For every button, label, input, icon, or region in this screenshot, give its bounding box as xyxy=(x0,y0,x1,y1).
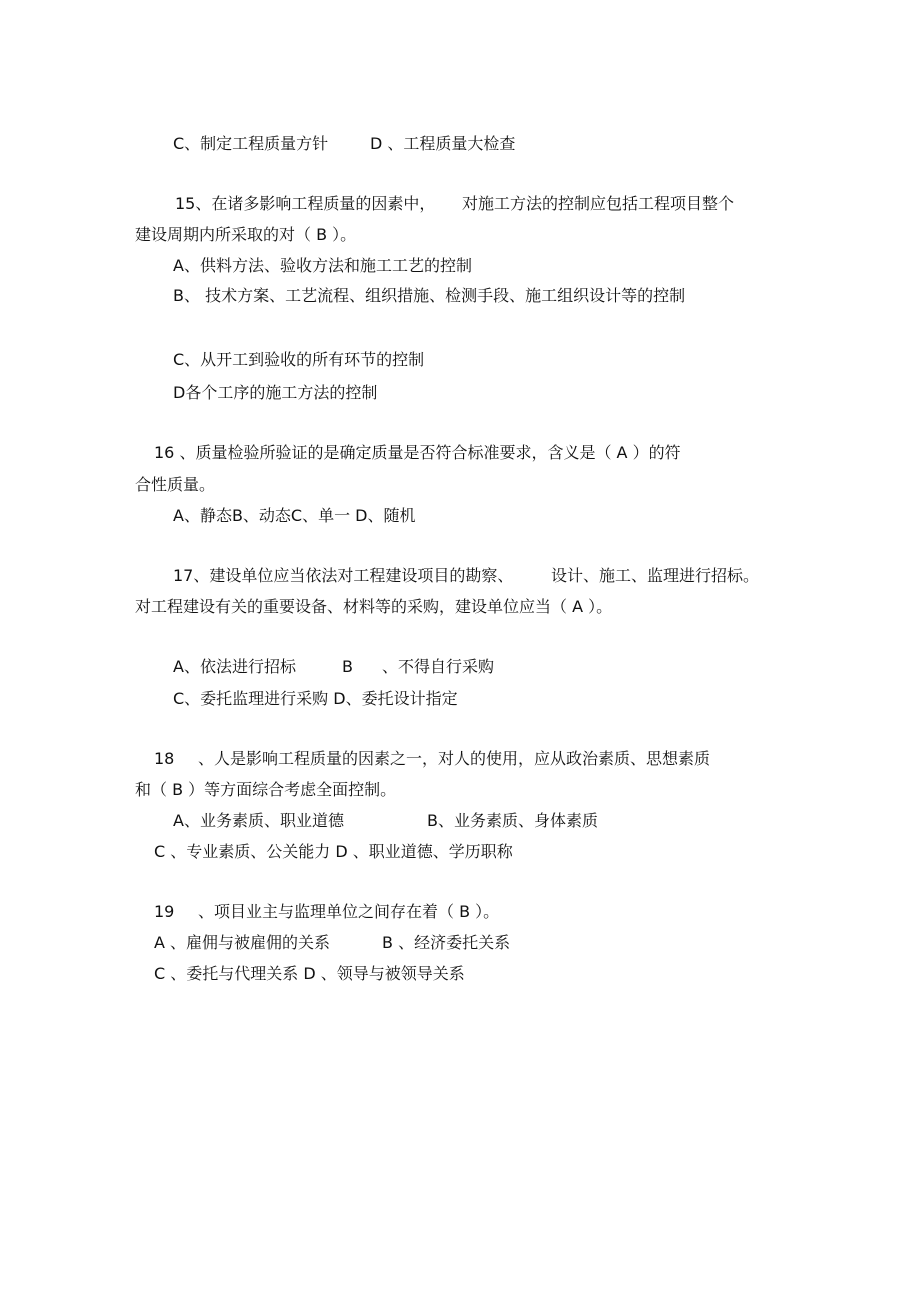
q16-stem-line2: 合性质量。 xyxy=(135,475,216,494)
q19-options-cd: C 、委托与代理关系 D 、领导与被领导关系 xyxy=(154,964,465,983)
q17-stem-part1: 17、建设单位应当依法对工程建设项目的勘察、 xyxy=(173,566,514,585)
q17-options-cd: C、委托监理进行采购 D、委托设计指定 xyxy=(173,689,458,708)
q17-option-b-letter: B xyxy=(342,657,353,676)
q15-option-b: B、 技术方案、工艺流程、组织措施、检测手段、施工组织设计等的控制 xyxy=(173,286,686,305)
q15-option-a: A、供料方法、验收方法和施工工艺的控制 xyxy=(173,256,472,275)
q17-option-b-text: 、不得自行采购 xyxy=(382,657,495,676)
q15-stem-part2: 对施工方法的控制应包括工程项目整个 xyxy=(462,194,735,213)
q15-option-c: C、从开工到验收的所有环节的控制 xyxy=(173,350,425,369)
q18-options-cd: C 、专业素质、公关能力 D 、职业道德、学历职称 xyxy=(154,842,513,861)
q19-stem-text: 、项目业主与监理单位之间存在着（ B ）。 xyxy=(198,902,500,921)
q19-option-b: B 、经济委托关系 xyxy=(382,933,511,952)
q14-option-d: D 、工程质量大检查 xyxy=(370,134,516,153)
q15-stem-part1: 15、在诸多影响工程质量的因素中， xyxy=(175,194,436,213)
q17-option-a: A、依法进行招标 xyxy=(173,657,296,676)
q16-stem-line1: 16 、质量检验所验证的是确定质量是否符合标准要求，含义是（ A ）的符 xyxy=(154,443,681,462)
q15-option-d: D各个工序的施工方法的控制 xyxy=(173,383,378,402)
q18-number: 18 xyxy=(154,749,175,768)
q17-stem-line2: 对工程建设有关的重要设备、材料等的采购，建设单位应当（ A ）。 xyxy=(135,597,613,616)
q18-stem-text: 、人是影响工程质量的因素之一，对人的使用，应从政治素质、思想素质 xyxy=(198,749,711,768)
q19-number: 19 xyxy=(154,902,175,921)
q16-options: A、静态B、动态C、单一 D、随机 xyxy=(173,506,416,525)
q18-stem-line2: 和（ B ）等方面综合考虑全面控制。 xyxy=(135,780,397,799)
q17-stem-part2: 设计、施工、监理进行招标。 xyxy=(551,566,760,585)
q14-option-c: C、制定工程质量方针 xyxy=(173,134,329,153)
q18-option-b: B、业务素质、身体素质 xyxy=(427,811,598,830)
q19-option-a: A 、雇佣与被雇佣的关系 xyxy=(154,933,331,952)
q15-stem-line2: 建设周期内所采取的对（ B ）。 xyxy=(135,225,357,244)
q18-option-a: A、业务素质、职业道德 xyxy=(173,811,344,830)
